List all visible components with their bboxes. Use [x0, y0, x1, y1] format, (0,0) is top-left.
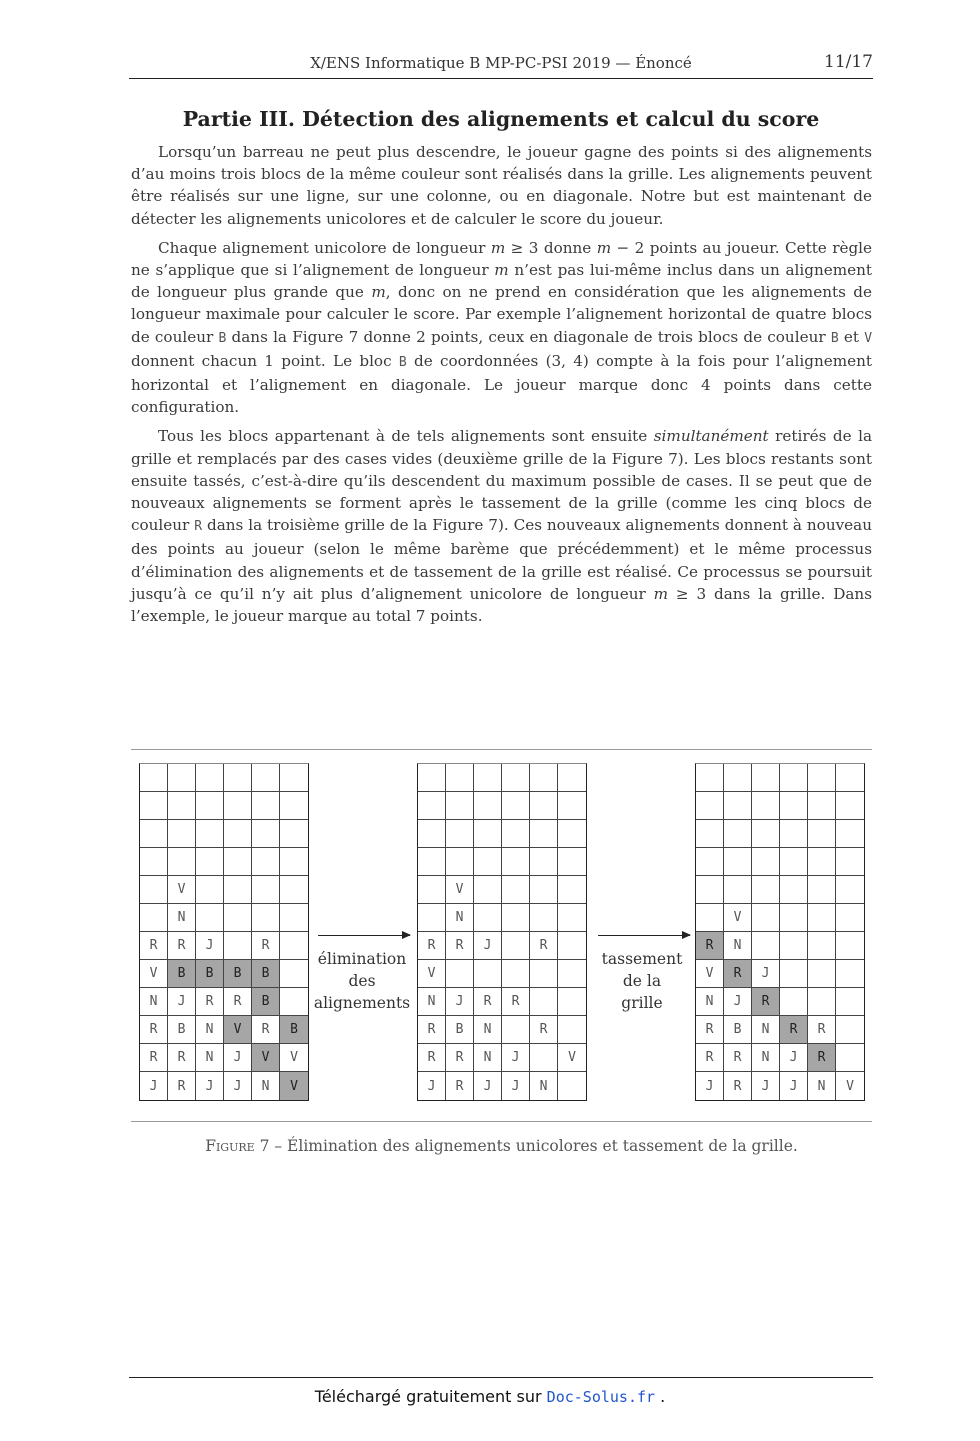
grid-cell: [558, 932, 586, 960]
grid-cell: [808, 876, 836, 904]
grid-cell: [140, 848, 168, 876]
grid-cell: [280, 932, 308, 960]
grid-cell: V: [846, 1078, 854, 1094]
grid-row: [696, 904, 864, 932]
grid-cell: [558, 820, 586, 848]
grid-cell: N: [808, 1072, 836, 1100]
grid-cell: R: [530, 932, 558, 960]
grid-cell: R: [446, 932, 474, 960]
grid-cell: [752, 904, 780, 932]
grid-row: [140, 904, 308, 932]
grid-row: [418, 960, 586, 988]
grid-cell: [196, 848, 224, 876]
grid-cell: R: [418, 1016, 446, 1044]
grid-cell: [780, 932, 808, 960]
grid-cell: J: [224, 1072, 252, 1100]
grid-cell: R: [168, 1072, 196, 1100]
grid-cell: [252, 904, 280, 932]
grid-row: [418, 1072, 586, 1100]
grid-row: [418, 764, 586, 792]
grid-cell: [252, 848, 280, 876]
grid-cell: V: [696, 960, 724, 988]
grid-cell: [752, 932, 780, 960]
grid-cell: [558, 988, 586, 1016]
grid-cell: R: [140, 1044, 168, 1072]
grid-row: [140, 1016, 308, 1044]
grid-cell: B: [168, 1016, 196, 1044]
grid-cell: [724, 764, 752, 792]
grid-cell: [280, 764, 308, 792]
grid-cell: [474, 792, 502, 820]
operation-label-compaction: tassement de la grille: [601, 950, 683, 1012]
grid-cell: [252, 764, 280, 792]
grid-cell: [752, 792, 780, 820]
grid-cell: [196, 792, 224, 820]
grid-cell: [224, 792, 252, 820]
grid-cell: V: [724, 904, 752, 932]
grid-row: [140, 848, 308, 876]
grid-cell: [836, 764, 864, 792]
grid-cell: [530, 820, 558, 848]
grid-cell: R: [724, 1072, 752, 1100]
grid-cell: N: [530, 1072, 558, 1100]
grid-cell: N: [252, 1072, 280, 1100]
grid-cell: R: [224, 988, 252, 1016]
grid-cell: J: [780, 1044, 808, 1072]
grid-cell: B: [252, 960, 280, 988]
grid-row: [696, 1072, 864, 1100]
grid-cell: J: [140, 1072, 168, 1100]
grid-cell: R: [808, 1016, 836, 1044]
grid-cell: [224, 932, 252, 960]
grid-row: [696, 1044, 864, 1072]
grid-cell: [418, 876, 446, 904]
arrow-right-icon: [598, 935, 690, 936]
grid-cell: V: [280, 1044, 308, 1072]
grid-cell: [836, 904, 864, 932]
grid-cell: [418, 820, 446, 848]
grid-before: [139, 763, 309, 1101]
footer-rule: [129, 1377, 873, 1378]
paragraph-1: Lorsqu’un barreau ne peut plus descendre, le joueur gagne des points si des alignements d’au moins trois blocs de la même couleur sont réalisés dans la grille. Les alignements peuvent être réalisés sur une ligne, sur une colonne, ou en diagonale. Notre but est maintenant de détecter les alignements unicolores et de calculer le score du joueur.: [131, 143, 872, 228]
grid-cell: R: [724, 1044, 752, 1072]
grid-cell: [752, 820, 780, 848]
grid-cell: J: [696, 1072, 724, 1100]
page-number: 11/17: [824, 52, 873, 72]
grid-cell: J: [418, 1072, 446, 1100]
grid-cell: [168, 764, 196, 792]
grid-cell: R: [752, 988, 780, 1016]
grid-cell: [780, 820, 808, 848]
grid-row: [696, 820, 864, 848]
grid-cell: [558, 1072, 586, 1100]
grid-cell: [474, 960, 502, 988]
grid-cell: [558, 904, 586, 932]
grid-cell: R: [780, 1016, 808, 1044]
grid-cell: [140, 876, 168, 904]
grid-cell: [836, 848, 864, 876]
grid-cell: [530, 792, 558, 820]
grid-cell: [140, 904, 168, 932]
grid-cell: [752, 876, 780, 904]
grid-cell: V: [252, 1044, 280, 1072]
grid-cell: [808, 764, 836, 792]
figure-bottom-rule: [131, 1121, 872, 1122]
grid-cell: [196, 764, 224, 792]
grid-cell: [780, 876, 808, 904]
grid-cell: J: [446, 988, 474, 1016]
grid-cell: [780, 792, 808, 820]
grid-cell: [224, 848, 252, 876]
grid-cell: [836, 792, 864, 820]
grid-cell: [780, 904, 808, 932]
arrow-right-icon: [318, 935, 410, 936]
grid-cell: R: [140, 1016, 168, 1044]
grid-cell: B: [252, 988, 280, 1016]
grid-row: [140, 960, 308, 988]
grid-cell: [696, 792, 724, 820]
grid-cell: B: [168, 960, 196, 988]
grid-cell: [474, 876, 502, 904]
grid-cell: [280, 904, 308, 932]
grid-cell: V: [418, 960, 446, 988]
grid-cell: [140, 792, 168, 820]
paragraph-2: Chaque alignement unicolore de longueur m ≥ 3 donne m − 2 points au joueur. Cette règle ne s’applique que si l’alignement de longueur m n’est pas lui-même inclus dans un alignement de longueur plus grande que m, donc on ne prend en considération que les alignements de longueur maximale pour calculer le score. Par exemple l’alignement horizontal de quatre blocs de couleur B dans la Figure 7 donne 2 points, ceux en diagonale de trois blocs de couleur B et V donnent chacun 1 point. Le bloc B de coordonnées (3, 4) compte à la fois pour l’alignement horizontal et l’alignement en diagonale. Le joueur marque donc 4 points dans cette configuration.: [131, 238, 873, 417]
grid-cell: [530, 848, 558, 876]
grid-cell: N: [752, 1044, 780, 1072]
grid-row: [418, 1016, 586, 1044]
grid-cell: R: [168, 1044, 196, 1072]
grid-cell: N: [474, 1016, 502, 1044]
grid-cell: [418, 764, 446, 792]
grid-cell: B: [224, 960, 252, 988]
grid-cell: [808, 988, 836, 1016]
grid-cell: [724, 820, 752, 848]
grid-cell: J: [502, 1044, 530, 1072]
grid-row: [696, 960, 864, 988]
grid-cell: [808, 932, 836, 960]
grid-cell: [252, 792, 280, 820]
grid-cell: [836, 932, 864, 960]
grid-cell: R: [474, 988, 502, 1016]
grid-cell: [780, 960, 808, 988]
grid-row: [696, 876, 864, 904]
grid-cell: R: [696, 1016, 724, 1044]
grid-cell: [224, 820, 252, 848]
grid-cell: [418, 792, 446, 820]
grid-cell: N: [752, 1016, 780, 1044]
grid-cell: [808, 848, 836, 876]
grid-cell: [836, 960, 864, 988]
grid-cell: [474, 820, 502, 848]
grid-cell: [530, 960, 558, 988]
grid-cell: [446, 960, 474, 988]
grid-row: [418, 988, 586, 1016]
grid-row: [418, 848, 586, 876]
grid-cell: N: [196, 1044, 224, 1072]
grid-cell: J: [780, 1072, 808, 1100]
grid-cell: [280, 960, 308, 988]
grid-cell: J: [168, 988, 196, 1016]
grid-cell: [530, 904, 558, 932]
grid-cell: [752, 764, 780, 792]
grid-cell: [502, 876, 530, 904]
grid-cell: [836, 1016, 864, 1044]
grid-cell: [168, 820, 196, 848]
grid-row: [140, 932, 308, 960]
grid-cell: N: [446, 904, 474, 932]
grid-cell: [808, 960, 836, 988]
grid-cell: [808, 792, 836, 820]
grid-cell: [224, 764, 252, 792]
grid-row: [140, 988, 308, 1016]
grid-cell: B: [724, 1016, 752, 1044]
grid-cell: R: [168, 932, 196, 960]
grid-cell: R: [696, 932, 724, 960]
doc-solus-link[interactable]: Doc-Solus.fr: [546, 1388, 656, 1406]
grid-cell: [696, 848, 724, 876]
grid-cell: [446, 820, 474, 848]
grid-cell: R: [418, 932, 446, 960]
grid-cell: N: [140, 988, 168, 1016]
grid-row: [696, 932, 864, 960]
grid-cell: [836, 820, 864, 848]
grid-cell: [530, 876, 558, 904]
grid-cell: [224, 876, 252, 904]
grid-cell: [502, 792, 530, 820]
grid-cell: R: [252, 1016, 280, 1044]
grid-cell: R: [196, 988, 224, 1016]
grid-cell: [280, 792, 308, 820]
grid-cell: J: [474, 932, 502, 960]
grid-cell: [808, 820, 836, 848]
figure-caption: Figure 7 – Élimination des alignements unicolores et tassement de la grille.: [205, 1137, 798, 1155]
grid-cell: N: [196, 1016, 224, 1044]
grid-row: [418, 932, 586, 960]
grid-cell: [502, 932, 530, 960]
grid-cell: [836, 988, 864, 1016]
grid-cell: [196, 876, 224, 904]
grid-cell: N: [724, 932, 752, 960]
grid-cell: [558, 848, 586, 876]
grid-after-elimination: [417, 763, 587, 1101]
grid-cell: R: [502, 988, 530, 1016]
grid-cell: [780, 988, 808, 1016]
grid-cell: [752, 848, 780, 876]
grid-cell: N: [168, 904, 196, 932]
grid-cell: [558, 764, 586, 792]
grid-cell: [558, 1016, 586, 1044]
grid-cell: [502, 904, 530, 932]
paragraph-3: Tous les blocs appartenant à de tels alignements sont ensuite simultanément retirés de la grille et remplacés par des cases vides (deuxième grille de la Figure 7). Les blocs restants sont ensuite tassés, c’est-à-dire qu’ils descendent du maximum possible de cases. Il se peut que de nouveaux alignements se forment après le tassement de la grille (comme les cinq blocs de couleur R dans la troisième grille de la Figure 7). Ces nouveaux alignements donnent à nouveau des points au joueur (selon le même barème que précédemment) et le même processus d’élimination des alignements et de tassement de la grille est réalisé. Ce processus se poursuit jusqu’à ce qu’il n’y ait plus d’alignement unicolore de longueur m ≥ 3 dans la grille. Dans l’exemple, le joueur marque au total 7 points.: [131, 427, 873, 626]
grid-cell: [696, 764, 724, 792]
grid-cell: V: [168, 876, 196, 904]
grid-cell: J: [196, 1072, 224, 1100]
grid-cell: N: [696, 988, 724, 1016]
grid-cell: [224, 904, 252, 932]
page-header: [129, 52, 873, 79]
grid-cell: [780, 764, 808, 792]
grid-row: [696, 848, 864, 876]
grid-cell: [252, 820, 280, 848]
grid-row: [418, 820, 586, 848]
grid-cell: V: [558, 1044, 586, 1072]
grid-cell: R: [530, 1016, 558, 1044]
grid-cell: R: [446, 1072, 474, 1100]
grid-cell: [530, 1044, 558, 1072]
grid-cell: [502, 1016, 530, 1044]
grid-cell: [474, 764, 502, 792]
grid-cell: [140, 764, 168, 792]
grid-cell: [780, 848, 808, 876]
grid-cell: [196, 820, 224, 848]
grid-cell: [280, 848, 308, 876]
grid-cell: J: [196, 932, 224, 960]
grid-cell: [196, 904, 224, 932]
grid-cell: [724, 792, 752, 820]
grid-row: [418, 792, 586, 820]
grid-row: [418, 876, 586, 904]
grid-row: [696, 1016, 864, 1044]
grid-row: [140, 820, 308, 848]
grid-cell: N: [474, 1044, 502, 1072]
grid-cell: [808, 904, 836, 932]
section-title: Partie III. Détection des alignements et calcul du score: [182, 107, 820, 131]
grid-cell: [836, 1044, 864, 1072]
grid-cell: J: [752, 960, 780, 988]
grid-cell: J: [752, 1072, 780, 1100]
grid-cell: B: [280, 1016, 308, 1044]
grid-after-compaction: [695, 763, 865, 1101]
figure-top-rule: [131, 749, 872, 750]
grid-cell: [502, 764, 530, 792]
page-footer: Téléchargé gratuitement sur Doc-Solus.fr .: [314, 1387, 666, 1406]
grid-row: [696, 988, 864, 1016]
grid-cell: [168, 848, 196, 876]
grid-cell: R: [140, 932, 168, 960]
grid-cell: [280, 988, 308, 1016]
grid-cell: B: [446, 1016, 474, 1044]
grid-cell: [502, 960, 530, 988]
grid-cell: R: [252, 932, 280, 960]
grid-cell: [502, 820, 530, 848]
grid-cell: [502, 848, 530, 876]
grid-cell: [446, 848, 474, 876]
grid-cell: V: [446, 876, 474, 904]
grid-cell: [280, 876, 308, 904]
grid-row: [696, 792, 864, 820]
grid-cell: [252, 876, 280, 904]
grid-cell: N: [418, 988, 446, 1016]
grid-row: [418, 1044, 586, 1072]
grid-row: [418, 904, 586, 932]
grid-cell: [558, 876, 586, 904]
grid-cell: [696, 904, 724, 932]
grid-cell: [418, 848, 446, 876]
grid-cell: R: [418, 1044, 446, 1072]
grid-row: [140, 876, 308, 904]
grid-cell: [696, 820, 724, 848]
grid-cell: [474, 848, 502, 876]
grid-cell: [724, 876, 752, 904]
grid-cell: B: [196, 960, 224, 988]
grid-cell: V: [140, 960, 168, 988]
grid-row: [140, 764, 308, 792]
grid-cell: V: [224, 1016, 252, 1044]
header-title: X/ENS Informatique B MP-PC-PSI 2019 — Énoncé: [310, 54, 692, 72]
grid-cell: [474, 904, 502, 932]
grid-row: [696, 764, 864, 792]
grid-cell: R: [808, 1044, 836, 1072]
grid-cell: [530, 988, 558, 1016]
grid-cell: J: [724, 988, 752, 1016]
grid-cell: [696, 876, 724, 904]
grid-cell: [140, 820, 168, 848]
body-text: [131, 141, 872, 634]
grid-cell: [530, 764, 558, 792]
grid-cell: [280, 820, 308, 848]
grid-cell: [558, 960, 586, 988]
grid-row: [140, 792, 308, 820]
grid-cell: J: [224, 1044, 252, 1072]
operation-label-elimination: élimination des alignements: [313, 950, 411, 1012]
grid-cell: [724, 848, 752, 876]
grid-row: [140, 1072, 308, 1100]
grid-cell: V: [280, 1072, 308, 1100]
grid-cell: [446, 764, 474, 792]
grid-row: [140, 1044, 308, 1072]
grid-cell: [836, 876, 864, 904]
grid-cell: R: [696, 1044, 724, 1072]
grid-cell: R: [446, 1044, 474, 1072]
grid-cell: R: [724, 960, 752, 988]
grid-cell: [418, 904, 446, 932]
grid-cell: J: [474, 1072, 502, 1100]
grid-cell: [558, 792, 586, 820]
grid-cell: J: [502, 1072, 530, 1100]
grid-cell: [168, 792, 196, 820]
grid-cell: [446, 792, 474, 820]
